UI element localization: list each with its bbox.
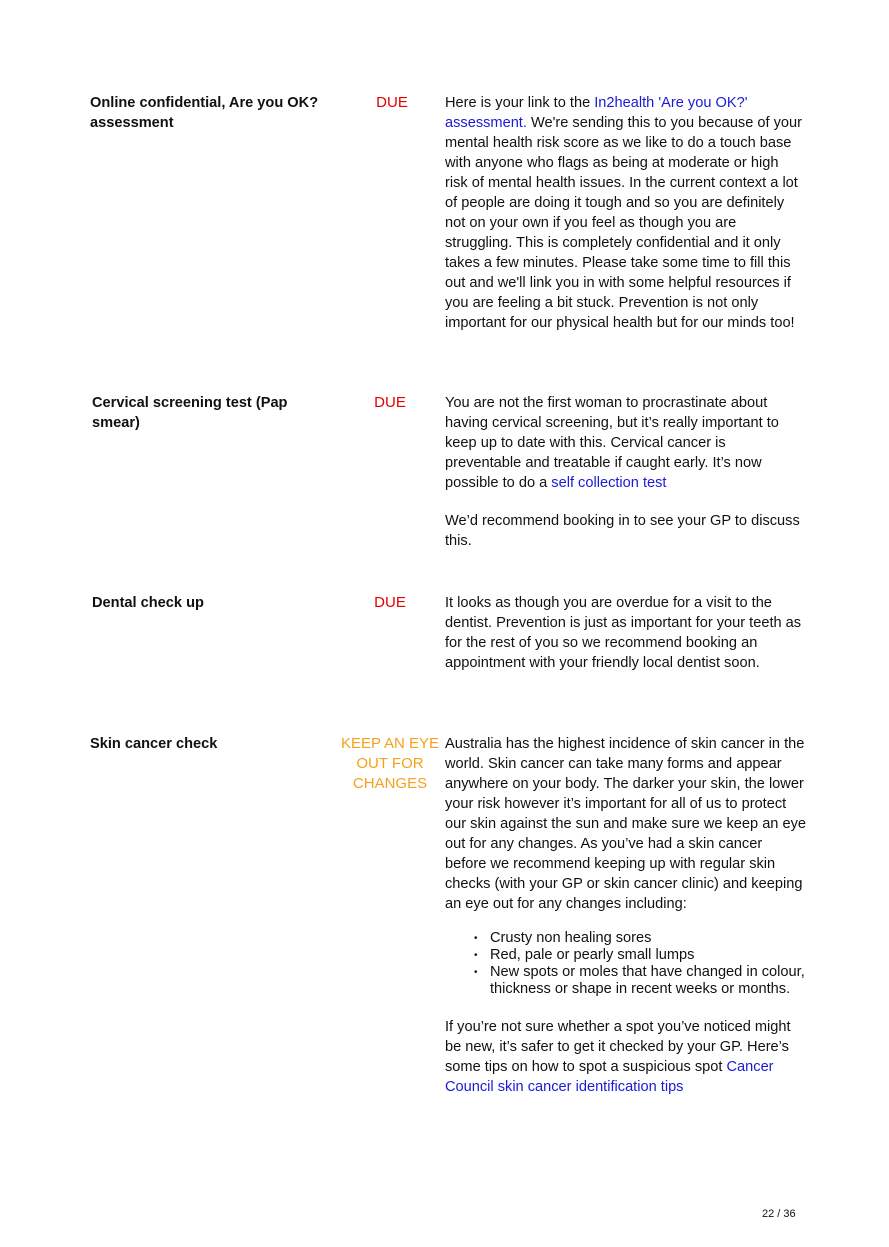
status-due-badge: DUE [376,94,408,111]
self-collection-test-link[interactable]: self collection test [551,475,667,491]
desc-text: Australia has the highest incidence of skin cancer in the world. Skin cancer can take many forms and appear anywhere on your body. The darker your skin, the lower your risk however it’s important for all of us to protect our skin against the sun and make sure we keep an eye out for any changes. As you’ve had a skin cancer before we recommend keeping up with regular skin checks (with your GP or skin cancer clinic) and keeping an eye out for any changes including: [445,736,807,912]
desc-text: Here is your link to the [445,95,595,111]
desc-text: If you’re not sure whether a spot you’ve noticed might be new, it’s safer to get it checked by your GP. Here’s some tips on how to spot a suspicious spot [445,1019,791,1075]
page-number: 22 / 36 [762,1208,796,1220]
item-description-are-you-ok [445,93,805,333]
status-due-badge: DUE [374,594,406,611]
list-item: • Red, pale or pearly small lumps [445,947,807,964]
list-item: • Crusty non healing sores [445,930,807,947]
item-description-dental [445,593,805,673]
item-title-cervical-screening: Cervical screening test (Pap smear) [92,395,288,431]
item-title-are-you-ok: Online confidential, Are you OK? assessment [90,95,319,131]
changes-list [445,930,807,998]
item-description-skin-cancer [445,734,807,1097]
in2health-assessment-link[interactable]: In2health 'Are you OK?' assessment. [445,95,748,131]
list-item: • New spots or moles that have changed in colour, thickness or shape in recent weeks or months. [445,964,807,998]
item-description-cervical-screening [445,393,805,551]
cancer-council-tips-link[interactable]: Cancer Council skin cancer identification tips [445,1059,774,1095]
desc-text: We're sending this to you because of your mental health risk score as we like to do a touch base with anyone who flags as being at moderate or high risk of mental health issues. In the current context a lot of people are doing it tough and so you are definitely not on your own if you feel as though you are struggling. This is completely confidential and it only takes a few minutes. Please take some time to fill this out and we'll link you in with some helpful resources if you are feeling a bit stuck. Prevention is not only important for our physical health but for our minds too! [445,115,803,331]
desc-text: It looks as though you are overdue for a visit to the dentist. Prevention is just as important for your teeth as for the rest of you so we recommend booking an appointment with your friendly local dentist soon. [445,595,802,671]
desc-text: We’d recommend booking in to see your GP to discuss this. [445,513,800,549]
item-title-dental: Dental check up [92,595,204,611]
item-title-skin-cancer: Skin cancer check [90,736,218,752]
desc-text: You are not the first woman to procrastinate about having cervical screening, but it’s really important to keep up to date with this. Cervical cancer is preventable and treatable if caught early. It’s now possible to do a [445,395,779,491]
status-due-badge: DUE [374,394,406,411]
status-keep-an-eye-badge: KEEP AN EYE OUT FOR CHANGES [340,735,440,792]
